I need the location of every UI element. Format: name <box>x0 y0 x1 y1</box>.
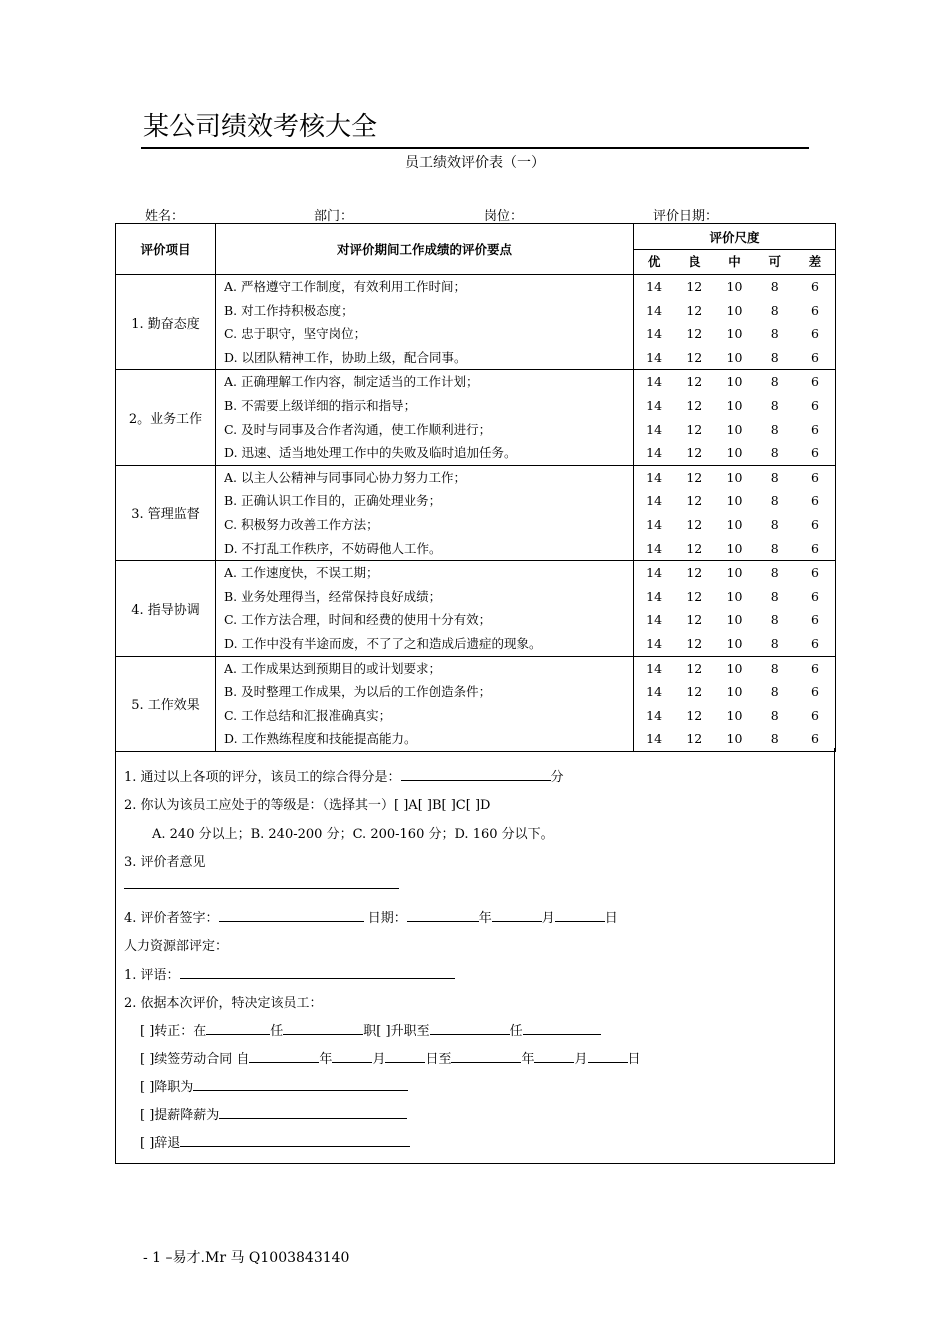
opt2-to-month[interactable] <box>534 1048 574 1063</box>
category-items <box>216 465 634 560</box>
score-option[interactable]: 14 <box>646 540 663 556</box>
opinion-line <box>124 874 399 893</box>
category-name: 5. 工作效果 <box>116 656 216 751</box>
score-option[interactable]: 8 <box>770 445 779 461</box>
category-row <box>116 465 836 560</box>
evaluation-table <box>115 223 836 752</box>
opt2-year-label-2: 年 <box>521 1052 535 1067</box>
opt2-month-label: 月 <box>372 1052 386 1067</box>
category-items <box>216 275 634 370</box>
grade-poor: 差 <box>808 254 822 269</box>
col-header-points: 对评价期间工作成绩的评价要点 <box>216 224 634 275</box>
option-salary-change <box>140 1104 407 1123</box>
score-option[interactable]: 6 <box>810 516 819 532</box>
score-option[interactable]: 10 <box>726 588 743 604</box>
score-option[interactable]: 14 <box>646 684 663 700</box>
evaluation-point: B. 对工作持积极态度； <box>224 302 354 318</box>
opt2-to-label: 日至 <box>425 1052 452 1067</box>
score-option[interactable]: 14 <box>646 612 663 628</box>
score-option[interactable]: 8 <box>770 588 779 604</box>
sign-month-field[interactable] <box>492 907 542 922</box>
evaluation-point: B. 及时整理工作成果，为以后的工作创造条件； <box>224 684 492 700</box>
q4-date-label: 日期： <box>367 911 407 926</box>
name-label: 姓名： <box>145 209 185 224</box>
category-scores <box>634 370 836 465</box>
signature-field[interactable] <box>219 907 364 922</box>
opt2-month-label-2: 月 <box>574 1052 588 1067</box>
score-option[interactable]: 6 <box>810 326 819 342</box>
score-option[interactable]: 6 <box>810 684 819 700</box>
score-option[interactable]: 8 <box>770 469 779 485</box>
score-option[interactable]: 6 <box>810 374 819 390</box>
hr-comment-label: 1. 评语： <box>124 968 180 983</box>
opt5-field[interactable] <box>180 1132 410 1147</box>
opt4-field[interactable] <box>219 1104 407 1119</box>
evaluation-point: C. 积极努力改善工作方法； <box>224 516 379 532</box>
score-option[interactable]: 6 <box>810 421 819 437</box>
q1-unit: 分 <box>550 770 564 785</box>
score-option[interactable]: 6 <box>810 302 819 318</box>
score-option[interactable]: 12 <box>686 612 703 628</box>
score-option[interactable]: 12 <box>686 707 703 723</box>
category-row <box>116 561 836 656</box>
opt2-to-day[interactable] <box>588 1048 628 1063</box>
grade-medium: 中 <box>728 254 741 269</box>
score-option[interactable]: 10 <box>726 707 743 723</box>
opt1-label-d: 任 <box>509 1024 523 1039</box>
score-option[interactable]: 14 <box>646 302 663 318</box>
score-option[interactable]: 8 <box>770 302 779 318</box>
score-option[interactable]: 8 <box>770 326 779 342</box>
score-row <box>634 346 835 370</box>
score-option[interactable]: 10 <box>726 684 743 700</box>
score-row <box>634 608 835 632</box>
score-option[interactable]: 10 <box>726 374 743 390</box>
score-row <box>634 537 835 561</box>
score-option[interactable]: 8 <box>770 279 779 294</box>
year-label: 年 <box>478 911 492 926</box>
score-option[interactable]: 6 <box>810 493 819 509</box>
score-option[interactable]: 12 <box>686 635 703 651</box>
score-row <box>634 441 835 465</box>
category-scores <box>634 561 836 656</box>
score-option[interactable]: 12 <box>686 349 703 365</box>
page-footer: - 1 –易才.Mr 马 Q1003843140 <box>143 1250 350 1266</box>
grade-excellent: 优 <box>647 254 661 269</box>
score-option[interactable]: 6 <box>810 660 819 676</box>
score-row <box>634 299 835 323</box>
score-option[interactable]: 6 <box>810 588 819 604</box>
score-option[interactable]: 12 <box>686 397 703 413</box>
score-option[interactable]: 14 <box>646 493 663 509</box>
score-row <box>634 561 835 585</box>
score-option[interactable]: 6 <box>810 349 819 365</box>
q4-label: 4. 评价者签字： <box>124 911 219 926</box>
score-option[interactable]: 14 <box>646 731 663 747</box>
evaluation-point: D. 迅速、适当地处理工作中的失败及临时追加任务。 <box>224 445 517 461</box>
category-name: 3. 管理监督 <box>116 465 216 560</box>
score-option[interactable]: 14 <box>646 635 663 651</box>
evaluation-point: C. 及时与同事及合作者沟通，使工作顺利进行； <box>224 421 492 437</box>
score-option[interactable]: 12 <box>686 540 703 556</box>
opt4-label: [ ]提薪降薪为 <box>140 1108 220 1123</box>
score-option[interactable]: 10 <box>726 635 743 651</box>
evaluation-point: D. 工作中没有半途而废，不了了之和造成后遗症的现象。 <box>224 635 542 651</box>
score-option[interactable]: 6 <box>810 445 819 461</box>
col-header-item: 评价项目 <box>116 224 216 275</box>
opt2-from-day[interactable] <box>385 1048 425 1063</box>
category-scores <box>634 275 836 370</box>
score-option[interactable]: 12 <box>686 684 703 700</box>
opt2-day-label: 日 <box>627 1052 641 1067</box>
q4-line <box>124 907 618 926</box>
opt5-label: [ ]辞退 <box>140 1136 181 1151</box>
score-option[interactable]: 12 <box>686 469 703 485</box>
score-option[interactable]: 6 <box>810 565 819 581</box>
score-option[interactable]: 12 <box>686 516 703 532</box>
category-row <box>116 275 836 370</box>
score-option[interactable]: 14 <box>646 397 663 413</box>
month-label: 月 <box>541 911 555 926</box>
hr-comment-line <box>124 964 455 983</box>
category-name: 2。业务工作 <box>116 370 216 465</box>
q1-line <box>124 766 564 785</box>
score-option[interactable]: 10 <box>726 326 743 342</box>
hr-decision-label: 2. 依据本次评价，特决定该员工： <box>124 996 323 1011</box>
evaluation-point: B. 正确认识工作目的，正确处理业务； <box>224 493 442 509</box>
score-option[interactable]: 12 <box>686 374 703 390</box>
opt1-field-2[interactable] <box>283 1020 363 1035</box>
score-option[interactable]: 12 <box>686 326 703 342</box>
score-option[interactable]: 10 <box>726 612 743 628</box>
total-score-field[interactable] <box>401 766 551 781</box>
score-option[interactable]: 10 <box>726 397 743 413</box>
option-renew-contract <box>140 1048 641 1067</box>
opt1-field-3[interactable] <box>430 1020 510 1035</box>
opinion-field[interactable] <box>124 874 399 889</box>
grade-fair: 可 <box>768 254 781 269</box>
score-option[interactable]: 8 <box>770 707 779 723</box>
score-option[interactable]: 12 <box>686 588 703 604</box>
evaluation-point: C. 忠于职守，坚守岗位； <box>224 326 367 342</box>
opt1-label-a: [ ]转正：在 <box>140 1024 207 1039</box>
score-row <box>634 704 835 728</box>
score-option[interactable]: 10 <box>726 565 743 581</box>
hr-comment-field[interactable] <box>180 964 455 979</box>
score-option[interactable]: 8 <box>770 635 779 651</box>
score-row <box>634 489 835 513</box>
score-option[interactable]: 14 <box>646 516 663 532</box>
score-option[interactable]: 6 <box>810 612 819 628</box>
category-name: 4. 指导协调 <box>116 561 216 656</box>
category-name: 1. 勤奋态度 <box>116 275 216 370</box>
post-label: 岗位： <box>484 209 524 224</box>
score-row <box>634 657 835 681</box>
score-option[interactable]: 10 <box>726 445 743 461</box>
category-row <box>116 656 836 751</box>
summary-section <box>115 748 835 1164</box>
score-option[interactable]: 14 <box>646 588 663 604</box>
header-rule <box>141 147 809 149</box>
q2-detail: A. 240 分以上；B. 240-200 分；C. 200-160 分；D. 160 分以下。 <box>152 827 554 842</box>
score-row <box>634 275 835 299</box>
day-label: 日 <box>604 911 618 926</box>
score-option[interactable]: 8 <box>770 612 779 628</box>
score-option[interactable]: 8 <box>770 374 779 390</box>
opt1-field-1[interactable] <box>206 1020 270 1035</box>
sign-day-field[interactable] <box>555 907 605 922</box>
score-option[interactable]: 12 <box>686 421 703 437</box>
q2-label: 2. 你认为该员工应处于的等级是：（选择其一）[ ]A[ ]B[ ]C[ ]D <box>124 798 491 813</box>
score-option[interactable]: 8 <box>770 565 779 581</box>
category-scores <box>634 465 836 560</box>
date-label: 评价日期： <box>653 209 719 224</box>
option-dismiss <box>140 1132 410 1151</box>
category-items <box>216 370 634 465</box>
grade-good: 良 <box>688 254 701 269</box>
score-option[interactable]: 10 <box>726 540 743 556</box>
score-option[interactable]: 10 <box>726 731 743 747</box>
score-option[interactable]: 12 <box>686 565 703 581</box>
evaluation-point: C. 工作总结和汇报准确真实； <box>224 707 392 723</box>
score-row <box>634 370 835 394</box>
score-row <box>634 322 835 346</box>
score-row <box>634 680 835 704</box>
evaluation-point: D. 不打乱工作秩序，不妨碍他人工作。 <box>224 540 442 556</box>
score-option[interactable]: 8 <box>770 421 779 437</box>
score-option[interactable]: 14 <box>646 707 663 723</box>
score-option[interactable]: 6 <box>810 540 819 556</box>
evaluation-point: A. 严格遵守工作制度，有效利用工作时间； <box>224 279 466 294</box>
evaluation-point: B. 业务处理得当，经常保持良好成绩； <box>224 588 442 604</box>
evaluation-point: A. 正确理解工作内容，制定适当的工作计划； <box>224 374 479 390</box>
score-option[interactable]: 10 <box>726 469 743 485</box>
opt3-label: [ ]降职为 <box>140 1080 194 1095</box>
score-option[interactable]: 14 <box>646 374 663 390</box>
grade-header-row <box>634 250 835 274</box>
score-option[interactable]: 10 <box>726 302 743 318</box>
score-option[interactable]: 14 <box>646 469 663 485</box>
score-option[interactable]: 14 <box>646 421 663 437</box>
col-header-scale: 评价尺度 <box>634 224 836 250</box>
score-option[interactable]: 12 <box>686 731 703 747</box>
evaluation-point: B. 不需要上级详细的指示和指导； <box>224 397 417 413</box>
score-option[interactable]: 12 <box>686 279 703 294</box>
opt2-from-year[interactable] <box>249 1048 319 1063</box>
evaluation-point: A. 工作成果达到预期目的或计划要求； <box>224 660 441 676</box>
opt1-label-b: 任 <box>270 1024 284 1039</box>
opt2-from-month[interactable] <box>332 1048 372 1063</box>
score-option[interactable]: 6 <box>810 469 819 485</box>
score-option[interactable]: 8 <box>770 349 779 365</box>
document-header-title: 某公司绩效考核大全 <box>143 112 378 142</box>
score-option[interactable]: 14 <box>646 660 663 676</box>
form-title: 员工绩效评价表（一） <box>405 155 545 171</box>
score-row <box>634 513 835 537</box>
score-option[interactable]: 6 <box>810 397 819 413</box>
score-row <box>634 418 835 442</box>
evaluation-point: A. 工作速度快，不误工期； <box>224 565 379 581</box>
score-option[interactable]: 12 <box>686 493 703 509</box>
score-option[interactable]: 12 <box>686 445 703 461</box>
evaluation-point: A. 以主人公精神与同事同心协力努力工作； <box>224 469 466 485</box>
option-demote <box>140 1076 408 1095</box>
score-row <box>634 632 835 656</box>
score-option[interactable]: 14 <box>646 279 663 294</box>
score-option[interactable]: 6 <box>810 635 819 651</box>
score-option[interactable]: 12 <box>686 302 703 318</box>
dept-label: 部门： <box>314 209 354 224</box>
score-option[interactable]: 8 <box>770 660 779 676</box>
evaluation-point: C. 工作方法合理，时间和经费的使用十分有效； <box>224 612 492 628</box>
score-option[interactable]: 8 <box>770 397 779 413</box>
score-option[interactable]: 12 <box>686 660 703 676</box>
score-option[interactable]: 10 <box>726 660 743 676</box>
score-option[interactable]: 10 <box>726 279 743 294</box>
score-row <box>634 394 835 418</box>
score-option[interactable]: 8 <box>770 516 779 532</box>
score-option[interactable]: 14 <box>646 565 663 581</box>
score-option[interactable]: 6 <box>810 707 819 723</box>
score-option[interactable]: 6 <box>810 731 819 747</box>
category-scores <box>634 656 836 751</box>
score-option[interactable]: 8 <box>770 493 779 509</box>
category-items <box>216 656 634 751</box>
score-option[interactable]: 14 <box>646 445 663 461</box>
category-row <box>116 370 836 465</box>
q1-label: 1. 通过以上各项的评分，该员工的综合得分是： <box>124 770 401 785</box>
score-option[interactable]: 10 <box>726 516 743 532</box>
score-option[interactable]: 8 <box>770 731 779 747</box>
hr-title: 人力资源部评定： <box>124 939 229 954</box>
score-row <box>634 466 835 490</box>
opt2-label: [ ]续签劳动合同 自 <box>140 1052 250 1067</box>
score-option[interactable]: 8 <box>770 540 779 556</box>
option-confirm-promote <box>140 1020 601 1039</box>
evaluation-point: D. 以团队精神工作，协助上级，配合同事。 <box>224 349 467 365</box>
opt2-to-year[interactable] <box>451 1048 521 1063</box>
opt2-year-label: 年 <box>319 1052 333 1067</box>
score-option[interactable]: 10 <box>726 493 743 509</box>
sign-year-field[interactable] <box>407 907 479 922</box>
opt1-field-4[interactable] <box>523 1020 601 1035</box>
score-option[interactable]: 14 <box>646 349 663 365</box>
category-items <box>216 561 634 656</box>
score-option[interactable]: 10 <box>726 349 743 365</box>
opt1-label-c: 职[ ]升职至 <box>363 1024 430 1039</box>
score-option[interactable]: 14 <box>646 326 663 342</box>
score-row <box>634 585 835 609</box>
q3-label: 3. 评价者意见 <box>124 855 206 870</box>
evaluation-point: D. 工作熟练程度和技能提高能力。 <box>224 731 417 747</box>
score-option[interactable]: 10 <box>726 421 743 437</box>
score-option[interactable]: 8 <box>770 684 779 700</box>
score-option[interactable]: 6 <box>810 279 819 294</box>
opt3-field[interactable] <box>193 1076 408 1091</box>
